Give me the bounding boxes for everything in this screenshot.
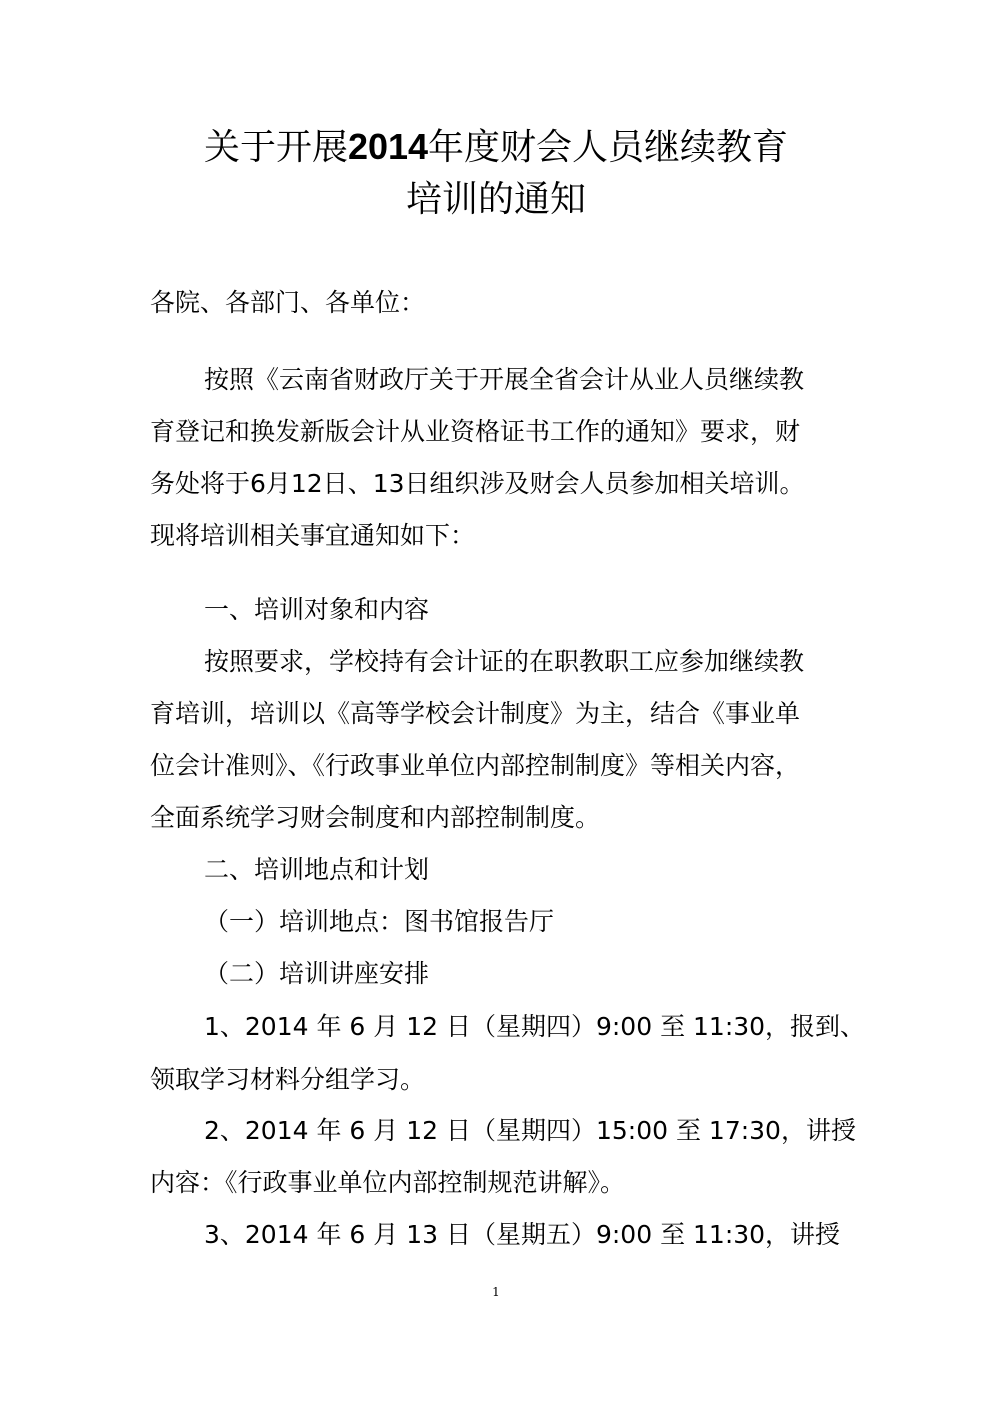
schedule-item: 2、2014 年 6 月 12 日（星期四）15:00 至 17:30，讲授: [204, 1116, 856, 1145]
schedule-item: 1、2014 年 6 月 12 日（星期四）9:00 至 11:30，报到、: [204, 1012, 866, 1041]
body-line: 位会计准则》、《行政事业单位内部控制制度》等相关内容，: [150, 751, 801, 780]
section-heading: 二、培训地点和计划: [204, 855, 430, 884]
body-line: 按照要求，学校持有会计证的在职教职工应参加继续教: [204, 647, 805, 676]
body-line: 全面系统学习财会制度和内部控制制度。: [150, 803, 601, 832]
body-line: 现将培训相关事宜通知如下：: [150, 521, 476, 550]
schedule-item: 3、2014 年 6 月 13 日（星期五）9:00 至 11:30，讲授: [204, 1220, 841, 1249]
document-title-line-1: [0, 125, 992, 170]
body-line: 育登记和换发新版会计从业资格证书工作的通知》要求，财: [150, 417, 801, 446]
salutation: 各院、各部门、各单位：: [150, 288, 426, 317]
body-line: 按照《云南省财政厅关于开展全省会计从业人员继续教: [204, 365, 805, 394]
title-suffix: 年度财会人员继续教育: [428, 127, 789, 168]
sub-heading: （二）培训讲座安排: [204, 959, 430, 988]
sub-heading: （一）培训地点：图书馆报告厅: [204, 907, 555, 936]
section-heading: 一、培训对象和内容: [204, 595, 430, 624]
schedule-item-continued: 领取学习材料分组学习。: [150, 1065, 426, 1094]
body-line: 育培训，培训以《高等学校会计制度》为主，结合《事业单: [150, 699, 801, 728]
title-year: 2014: [347, 126, 429, 167]
page-number: 1: [492, 1285, 500, 1299]
body-line: 务处将于6月12日、13日组织涉及财会人员参加相关培训。: [150, 469, 805, 498]
schedule-item-continued: 内容：《行政事业单位内部控制规范讲解》。: [150, 1168, 626, 1197]
title-prefix: 关于开展: [203, 127, 348, 168]
document-title-line-2: 培训的通知: [405, 179, 586, 220]
